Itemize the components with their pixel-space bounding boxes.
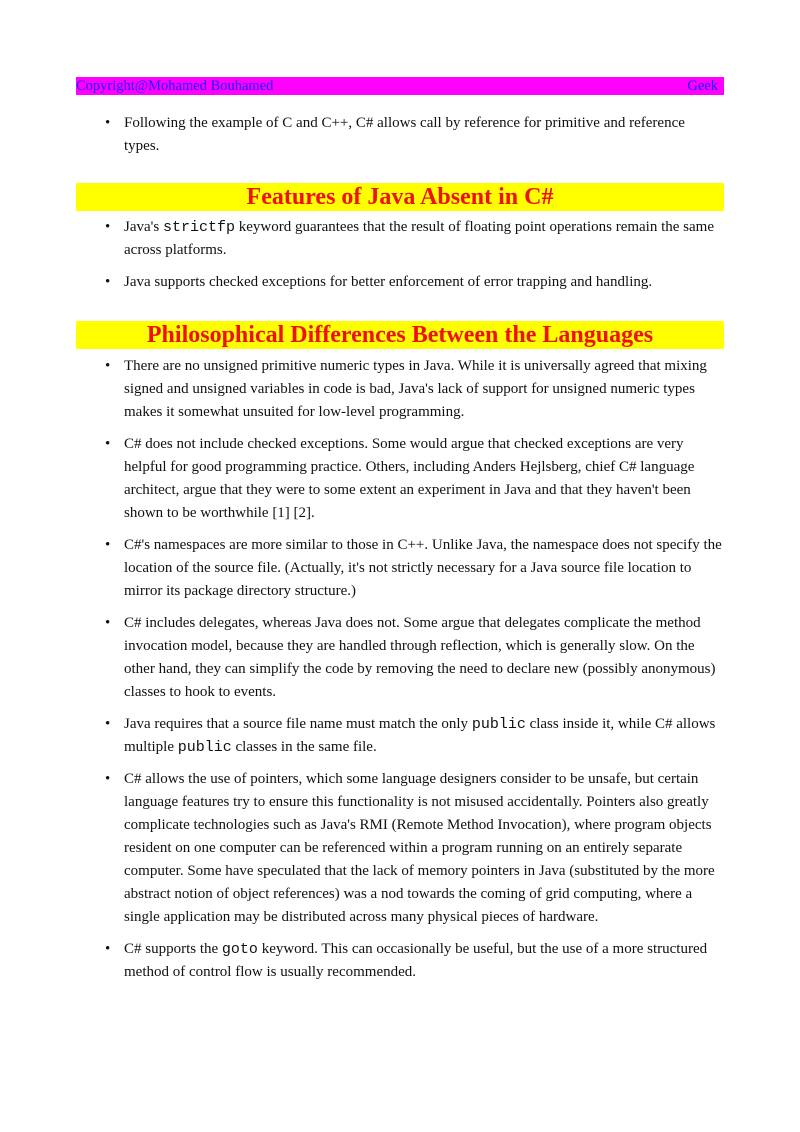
section-heading-philosophical-differences: Philosophical Differences Between the Languages — [76, 321, 724, 349]
intro-list — [76, 112, 724, 158]
section1-list — [76, 216, 724, 294]
public-code: public — [471, 716, 526, 733]
list-item: • C# does not include checked exceptions. Some would argue that checked exceptions are very helpful for good programming practice. Others, including Anders Hejlsberg, chief C# language architect, argue that they were to some extent an experiment in Java and that they haven't been shown to be worthwhile [1] [2]. — [76, 433, 724, 525]
list-item: • C#'s namespaces are more similar to those in C++. Unlike Java, the namespace does not specify the location of the source file. (Actually, it's not strictly necessary for a Java source file location to mirror its package directory structure.) — [76, 534, 724, 603]
item-text-post: keyword guarantees that the result of floating point operations remain the same across platforms. — [124, 219, 714, 258]
public-code: public — [177, 739, 232, 756]
list-item: • Following the example of C and C++, C# allows call by reference for primitive and reference types. — [76, 112, 724, 158]
item-text-pre: Java requires that a source file name must match the only — [124, 716, 472, 732]
item-text-post: keyword. This can occasionally be useful, but the use of a more structured method of control flow is usually recommended. — [124, 941, 708, 980]
list-item: • There are no unsigned primitive numeric types in Java. While it is universally agreed that mixing signed and unsigned variables in code is bad, Java's lack of support for unsigned numeric types makes it somewhat unsuited for low-level programming. — [76, 355, 724, 424]
item-text-pre: C# supports the — [124, 941, 222, 957]
list-item — [76, 938, 724, 984]
section2-list — [76, 355, 724, 984]
item-text-mid: class inside it, while C# allows multiple — [124, 716, 716, 755]
list-item: • C# allows the use of pointers, which some language designers consider to be unsafe, but certain language features try to ensure this functionality is not misused accidentally. Pointers also greatly complicate technologies such as Java's RMI (Remote Method Invocation), where program objects resident on one computer can be referenced within a program running on an entirely separate computer. Some have speculated that the lack of memory pointers in Java (substituted by the more abstract notion of object references) was a nod towards the coming of grid computing, where a single application may be distributed across many physical pieces of hardware. — [76, 768, 724, 929]
list-item — [76, 216, 724, 262]
goto-code: goto — [221, 941, 258, 958]
list-item: • C# includes delegates, whereas Java does not. Some argue that delegates complicate the method invocation model, because they are handled through reflection, which is generally slow. On the other hand, they can simplify the code by removing the need to declare new (possibly anonymous) classes to hook to events. — [76, 612, 724, 704]
copyright-text: Copyright@Mohamed Bouhamed — [76, 78, 274, 94]
item-text-post: classes in the same file. — [231, 739, 377, 755]
list-item: • Java supports checked exceptions for better enforcement of error trapping and handling. — [76, 271, 724, 294]
strictfp-code: strictfp — [162, 219, 235, 236]
section-heading-java-features: Features of Java Absent in C# — [76, 183, 724, 211]
item-text-pre: Java's — [124, 219, 163, 235]
list-item — [76, 713, 724, 759]
page-header — [76, 77, 724, 95]
header-right-text: Geek — [687, 78, 718, 94]
